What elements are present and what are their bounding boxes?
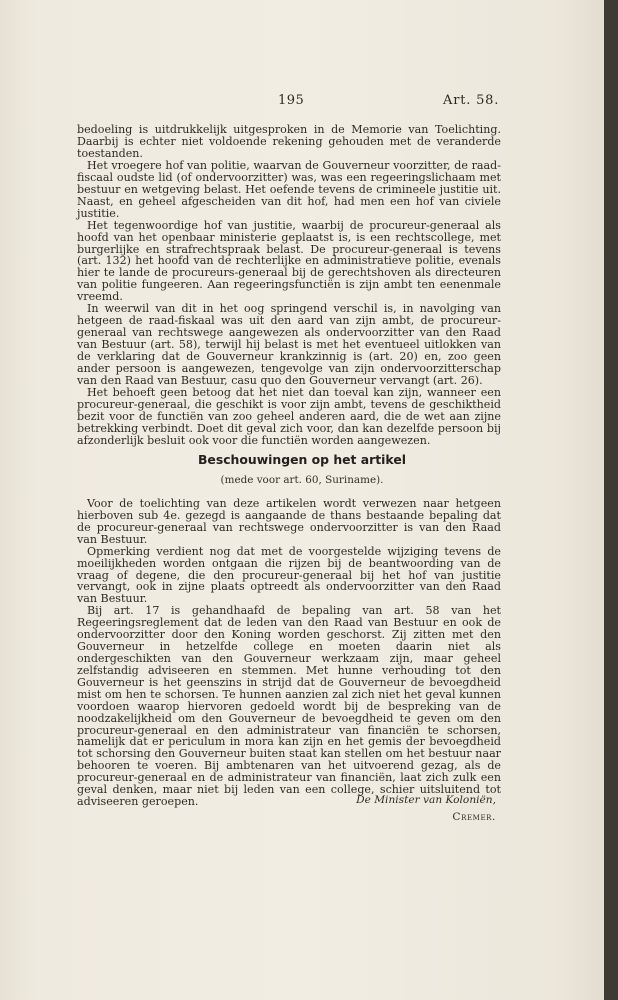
paragraph: Voor de toelichting van deze artikelen wordt verwezen naar hetgeen hierboven sub 4e. gezegd is aangaande de thans bestaande bepaling dat de procureur-generaal van rechtswege ondervoorzitter is van den Raad van Bestuur.	[77, 497, 501, 546]
section-text	[77, 498, 501, 808]
paragraph: In weerwil van dit in het oog springend verschil is, in navolging van hetgeen de raad-fiskaal was uit den aard van zijn ambt, de procureur-generaal van rechtswege aangewezen als ondervoorzitter van den Raad van Bestuur (art. 58), terwijl hij belast is met het eventueel uitlokken van de verklaring dat de Gouverneur krankzinnig is (art. 20) en, zoo geen ander persoon is aangewezen, tengevolge van zijn ondervoorzitterschap van den Raad van Bestuur, casu quo den Gouverneur vervangt (art. 26).	[77, 302, 501, 388]
paragraph: Het tegenwoordige hof van justitie, waarbij de procureur-generaal als hoofd van het openbaar ministerie geplaatst is, is een rechtscollege, met burgerlijke en strafrechtspraak belast. De procureur-generaal is tevens (art. 132) het hoofd van de rechterlijke en administratieve politie, evenals hier te lande de procureurs-generaal bij de gerechtshoven als directeuren van politie fungeeren. Aan regeeringsfunctiën is zijn ambt ten eenenmale vreemd.	[77, 218, 501, 304]
paragraph: Bij art. 17 is gehandhaafd de bepaling van art. 58 van het Regeeringsreglement dat de leden van den Raad van Bestuur en ook de ondervoorzitter door den Koning worden geschorst. Zij zitten met den Gouverneur in hetzelfde college en moeten daarin niet als ondergeschikten van den Gouverneur werkzaam zijn, maar geheel zelfstandig adviseeren en stemmen. Met hunne verhouding tot den Gouverneur is het geenszins in strijd dat de Gouverneur de bevoegdheid mist om hen te schorsen. Te hunnen aanzien zal zich niet het geval kunnen voordoen waarop hiervoren gedoeld wordt bij de bespreking van de noodzakelijkheid om den Gouverneur de bevoegdheid te geven om den procureur-generaal en den administrateur van financiën te schorsen, namelijk dat er periculum in mora kan zijn en het gemis der bevoegdheid tot schorsing den Gouverneur buiten staat kan stellen om het bestuur naar behooren te voeren. Bij ambtenaren van het uitvoerend gezag, als de procureur-generaal en de administrateur van financiën, laat zich zulk een geval denken, maar niet bij leden van een college, schier uitsluitend tot adviseeren geroepen.	[77, 604, 501, 809]
running-head: Art. 58.	[443, 93, 500, 108]
page-number: 195	[278, 93, 305, 108]
signature-title: De Minister van Koloniën,	[356, 794, 496, 806]
paragraph: bedoeling is uitdrukkelijk uitgesproken in de Memorie van Toelichting. Daarbij is echter niet voldoende rekening gehouden met de veranderde toestanden.	[77, 123, 501, 160]
section-heading: Beschouwingen op het artikel	[197, 452, 406, 467]
scan-edge	[604, 0, 618, 1000]
paragraph: Het vroegere hof van politie, waarvan de Gouverneur voorzitter, de raad-fiscaal oudste lid (of ondervoorzitter) was, was een regeeringslichaam met bestuur en wetgeving belast. Het oefende tevens de crimineele justitie uit. Naast, en geheel afgescheiden van dit hof, had men een hof van civiele justitie.	[77, 158, 501, 220]
page-header	[0, 93, 604, 113]
signature-name: Cremer.	[452, 811, 496, 823]
paragraph: Opmerking verdient nog dat met de voorgestelde wijziging tevens de moeilijkheden worden ontgaan die rijzen bij de beantwoording van de vraag of degene, die den procureur-generaal bij het hof van justitie vervangt, ook in zijne plaats optreedt als ondervoorzitter van den Raad van Bestuur.	[77, 544, 501, 606]
body-text	[77, 124, 501, 447]
section-subtitle: (mede voor art. 60, Suriname).	[220, 474, 384, 486]
signature	[346, 794, 496, 823]
paragraph: Het behoeft geen betoog dat het niet dan toeval kan zijn, wanneer een procureur-generaal, die geschikt is voor zijn ambt, tevens de geschiktheid bezit voor de functiën van zoo geheel anderen aard, die de wet aan zijne betrekking verbindt. Doet dit geval zich voor, dan kan dezelfde persoon bij afzonderlijk besluit ook voor die functiën worden aangewezen.	[77, 385, 501, 447]
